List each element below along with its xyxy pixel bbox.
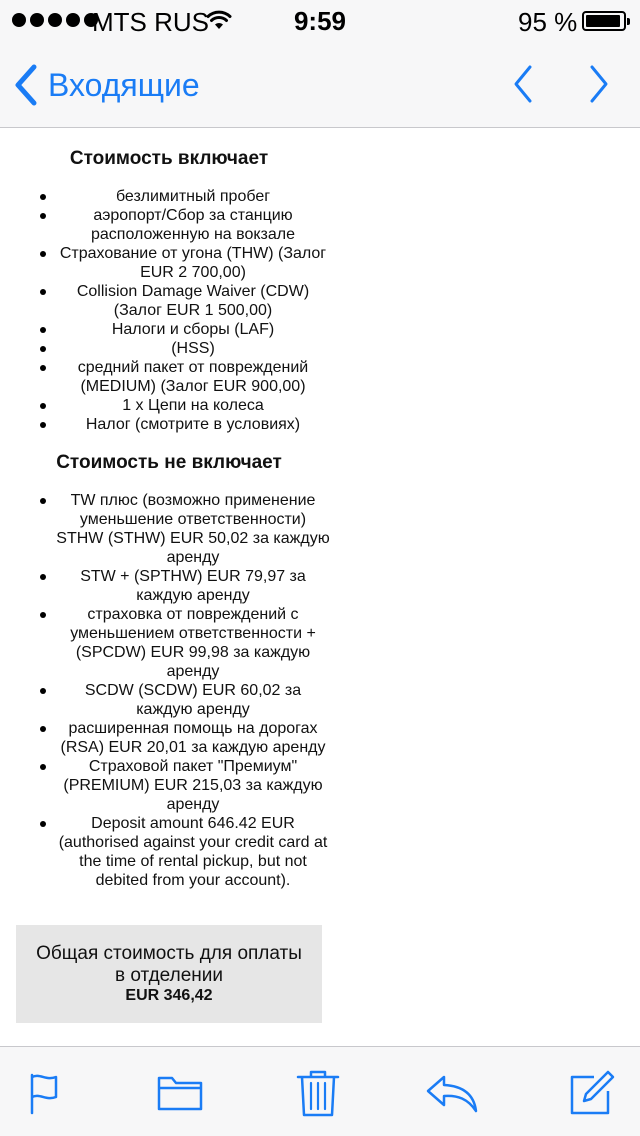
previous-message-button[interactable] <box>504 64 544 104</box>
back-label: Входящие <box>48 66 200 103</box>
next-message-button[interactable] <box>578 64 618 104</box>
carrier-name: MTS RUS <box>92 7 209 37</box>
list-item: средний пакет от повреждений (MEDIUM) (Залог EUR 900,00) <box>0 358 338 396</box>
list-item: Налог (смотрите в условиях) <box>0 415 338 434</box>
list-item: страховка от повреждений с уменьшением ответственности + (SPCDW) EUR 99,98 за каждую аренду <box>0 605 338 681</box>
excludes-title: Стоимость не включает <box>56 452 282 473</box>
bottom-toolbar <box>0 1046 640 1136</box>
list-item: STW + (SPTHW) EUR 79,97 за каждую аренду <box>0 567 338 605</box>
list-item: расширенная помощь на дорогах (RSA) EUR 20,01 за каждую аренду <box>0 719 338 757</box>
excludes-list <box>0 491 338 890</box>
list-item: TW плюс (возможно применение уменьшение ответственности) STHW (STHW) EUR 50,02 за каждую аренду <box>0 491 338 567</box>
flag-icon[interactable] <box>22 1069 70 1117</box>
total-cost-label: Общая стоимость для оплаты в отделении <box>36 943 302 986</box>
list-item: Налоги и сборы (LAF) <box>0 320 338 339</box>
list-item: SCDW (SCDW) EUR 60,02 за каждую аренду <box>0 681 338 719</box>
list-item: Страхование от угона (THW) (Залог EUR 2 700,00) <box>0 244 338 282</box>
includes-section <box>0 148 338 434</box>
list-item: Deposit amount 646.42 EUR (authorised against your credit card at the time of rental pickup, but not debited from your account). <box>0 814 338 890</box>
list-item: 1 x Цепи на колеса <box>0 396 338 415</box>
list-item: аэропорт/Сбор за станцию расположенную на вокзале <box>0 206 338 244</box>
navigation-bar <box>0 40 640 128</box>
back-button[interactable] <box>14 62 200 108</box>
list-item: Collision Damage Waiver (CDW) (Залог EUR 1 500,00) <box>0 282 338 320</box>
total-cost-box <box>16 925 322 1023</box>
compose-icon[interactable] <box>568 1069 616 1117</box>
chevron-left-icon <box>14 64 38 106</box>
includes-title: Стоимость включает <box>69 148 269 169</box>
folder-icon[interactable] <box>156 1069 204 1117</box>
list-item: безлимитный пробег <box>0 187 338 206</box>
total-cost-value: EUR 346,42 <box>125 987 213 1004</box>
reply-icon[interactable] <box>424 1069 480 1117</box>
list-item: (HSS) <box>0 339 338 358</box>
battery-percent: 95 % <box>518 7 578 37</box>
list-item: Страховой пакет "Премиум" (PREMIUM) EUR 215,03 за каждую аренду <box>0 757 338 814</box>
excludes-section <box>0 452 338 890</box>
clock: 9:59 <box>293 6 347 36</box>
message-body[interactable] <box>0 128 640 1046</box>
includes-list <box>0 187 338 434</box>
battery-icon <box>582 11 626 31</box>
trash-icon[interactable] <box>294 1069 342 1117</box>
status-bar <box>0 0 640 40</box>
